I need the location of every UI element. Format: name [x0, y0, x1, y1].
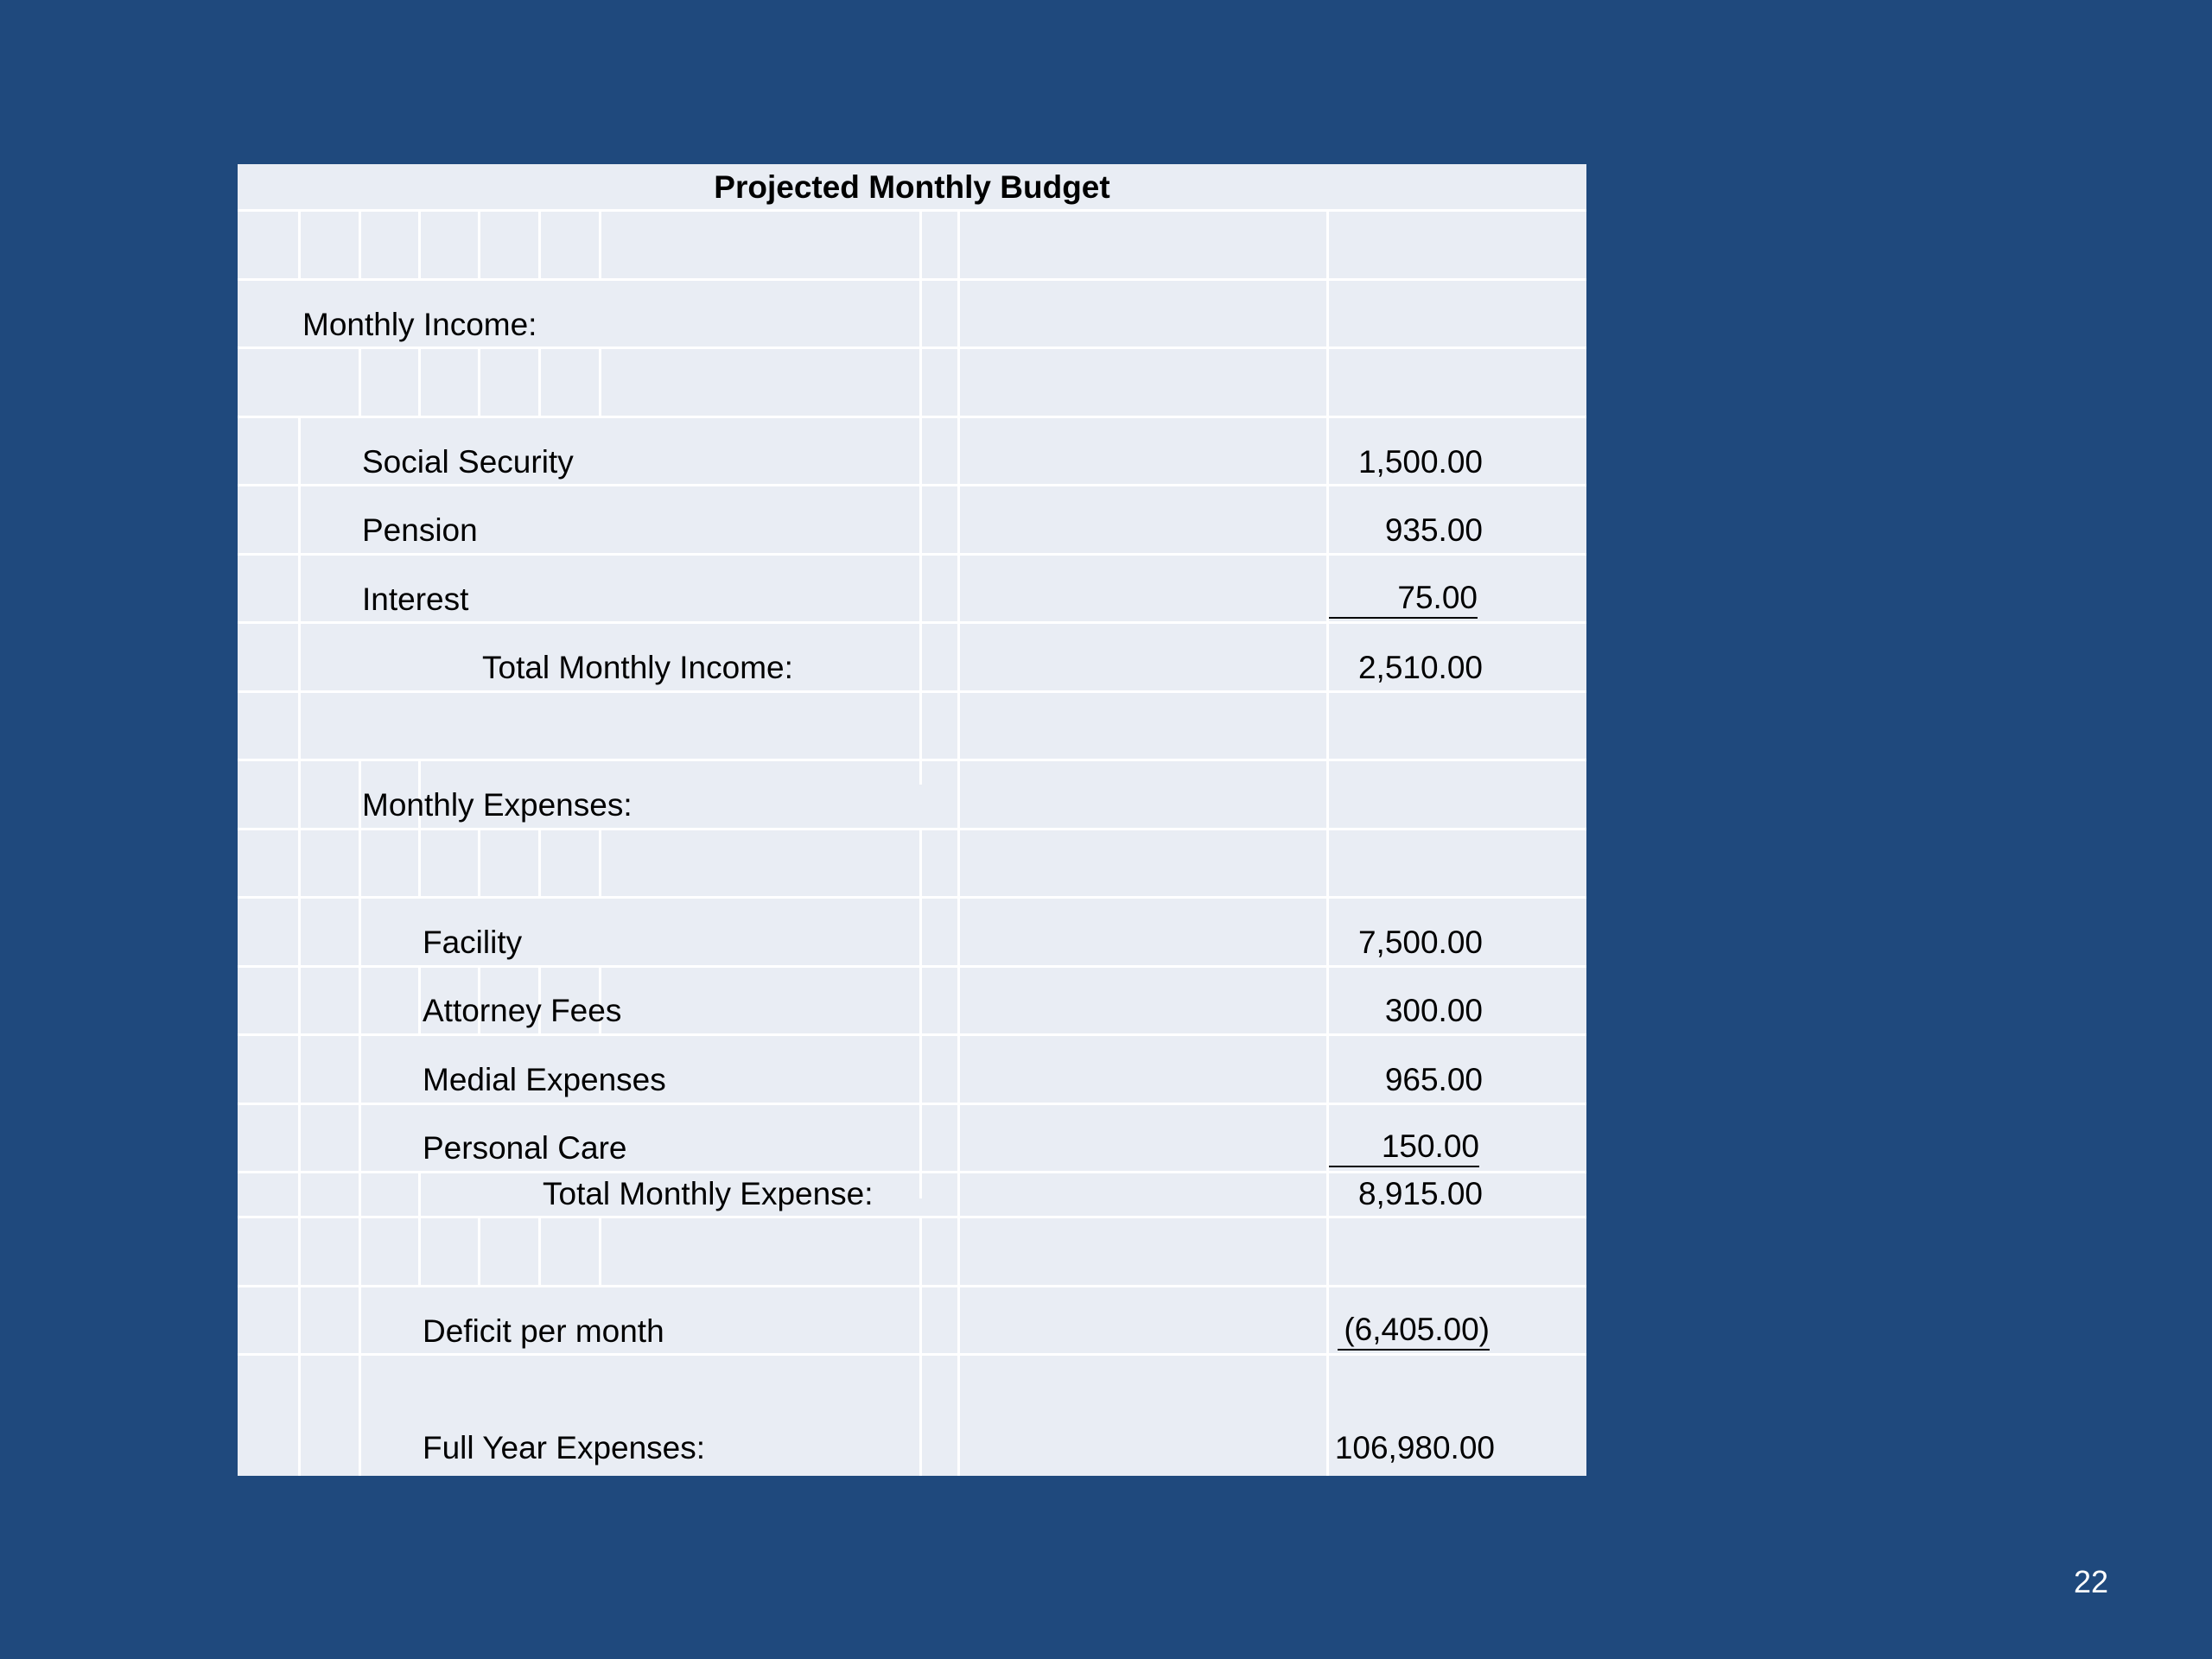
grid-line: [238, 1216, 1586, 1218]
grid-line: [238, 209, 1586, 212]
deficit-label: Deficit per month: [423, 1313, 664, 1349]
expense-item-label: Attorney Fees: [423, 993, 622, 1028]
grid-line: [238, 621, 1586, 624]
grid-line: [238, 1285, 1586, 1287]
grid-line: [238, 896, 1586, 899]
grid-line: [238, 346, 1586, 349]
expense-item-label: Personal Care: [423, 1130, 627, 1166]
grid-line: [359, 760, 361, 1476]
grid-line: [238, 828, 1586, 830]
expense-item-amount: 7,500.00: [1357, 925, 1483, 960]
grid-line: [238, 1171, 1586, 1173]
total-income-label: Total Monthly Income:: [482, 650, 793, 685]
grid-line: [238, 1103, 1586, 1105]
income-item-amount: 935.00: [1384, 512, 1483, 548]
total-expense-amount: 8,915.00: [1357, 1176, 1483, 1211]
expense-item-amount: 965.00: [1384, 1062, 1483, 1097]
expense-item-label: Medial Expenses: [423, 1062, 666, 1097]
expense-item-amount: 150.00: [1329, 1128, 1479, 1167]
deficit-amount: (6,405.00): [1338, 1312, 1490, 1351]
expense-heading: Monthly Expenses:: [362, 787, 632, 823]
grid-line: [538, 1217, 541, 1285]
grid-line: [359, 211, 361, 278]
grid-line: [919, 830, 922, 1198]
grid-line: [538, 830, 541, 897]
grid-line: [418, 967, 421, 1034]
grid-line: [238, 1033, 1586, 1036]
slide-page-number: 22: [2073, 1564, 2108, 1599]
total-expense-label: Total Monthly Expense:: [543, 1176, 874, 1211]
grid-line: [478, 348, 480, 416]
grid-line: [298, 417, 301, 1476]
income-item-label: Interest: [362, 582, 469, 617]
income-item-label: Pension: [362, 512, 478, 548]
grid-line: [478, 211, 480, 278]
income-heading: Monthly Income:: [302, 307, 537, 342]
grid-line: [238, 690, 1586, 693]
grid-line: [538, 348, 541, 416]
grid-line: [418, 760, 421, 897]
expense-item-label: Facility: [423, 925, 523, 960]
total-income-amount: 2,510.00: [1357, 650, 1483, 685]
grid-line: [238, 278, 1586, 281]
grid-line: [238, 553, 1586, 556]
budget-table: [238, 164, 1586, 1476]
table-title: Projected Monthly Budget: [714, 169, 1110, 205]
expense-item-amount: 300.00: [1384, 993, 1483, 1028]
grid-line: [238, 1353, 1586, 1356]
grid-line: [298, 211, 301, 278]
grid-line: [599, 1217, 601, 1285]
income-item-label: Social Security: [362, 444, 574, 480]
full-year-label: Full Year Expenses:: [423, 1430, 706, 1465]
grid-line: [919, 211, 922, 785]
grid-line: [1326, 211, 1329, 1476]
income-item-amount: 75.00: [1329, 580, 1478, 619]
income-item-amount: 1,500.00: [1357, 444, 1483, 480]
grid-line: [238, 965, 1586, 968]
full-year-amount: 106,980.00: [1334, 1430, 1495, 1465]
grid-line: [418, 348, 421, 416]
grid-line: [599, 211, 601, 278]
grid-line: [538, 211, 541, 278]
grid-line: [919, 1217, 922, 1476]
grid-line: [599, 830, 601, 897]
grid-line: [478, 1217, 480, 1285]
grid-line: [599, 348, 601, 416]
grid-line: [957, 211, 960, 1476]
grid-line: [418, 1173, 421, 1285]
grid-line: [359, 348, 361, 416]
grid-line: [478, 830, 480, 897]
grid-line: [238, 759, 1586, 761]
grid-line: [238, 484, 1586, 486]
grid-line: [418, 211, 421, 278]
grid-line: [238, 416, 1586, 418]
